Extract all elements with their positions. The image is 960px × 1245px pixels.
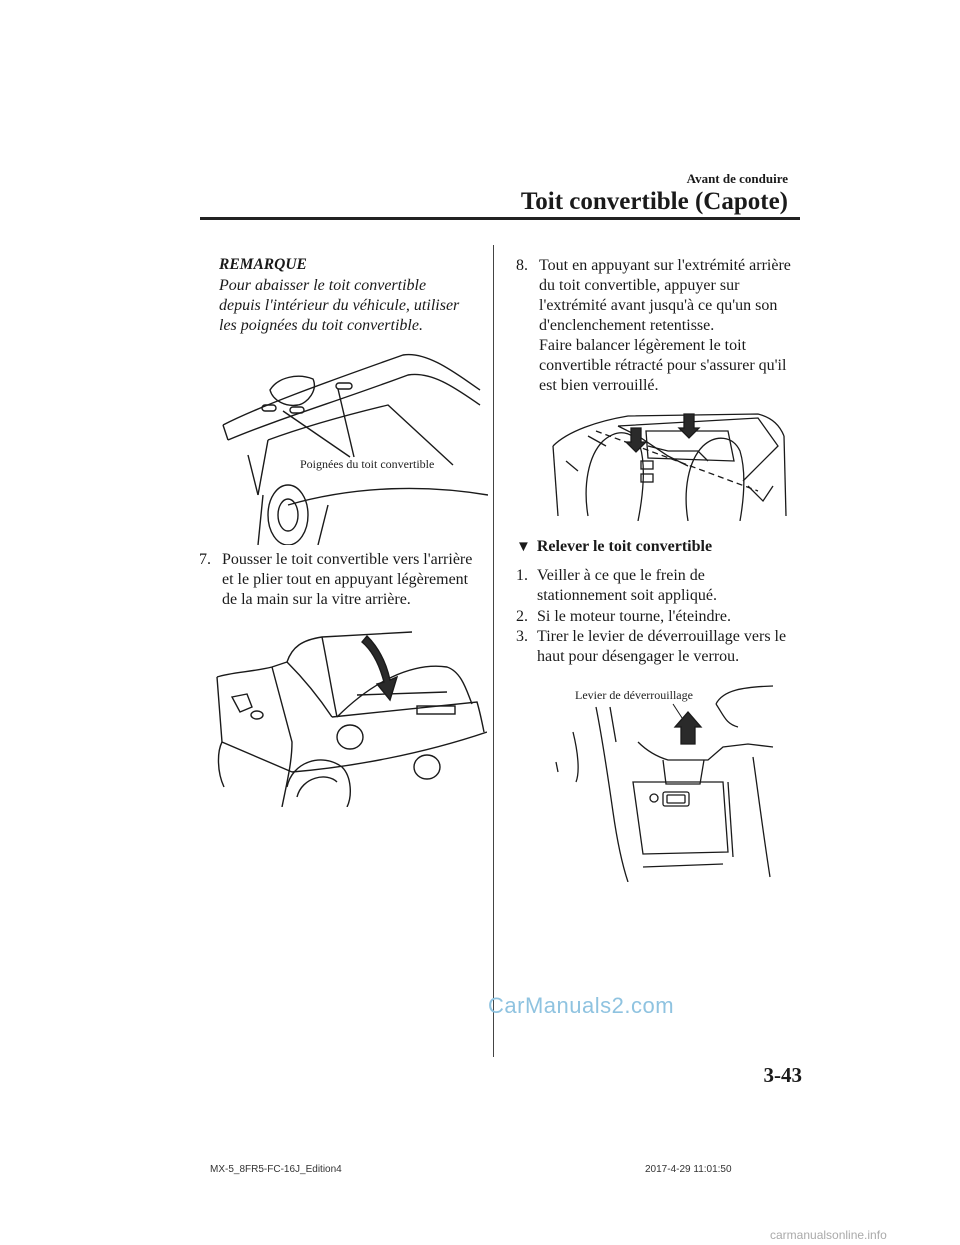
step-number: 8. [516, 257, 528, 274]
step-number: 2. [516, 608, 528, 625]
step-line: Faire balancer légèrement le toit [539, 337, 747, 354]
step-line: convertible rétracté pour s'assurer qu'il [539, 357, 787, 374]
step-text [537, 566, 717, 606]
step-text [537, 607, 731, 627]
step-text [222, 550, 472, 610]
figure-label-lever: Levier de déverrouillage [575, 688, 693, 702]
site-logo: carmanualsonline.info [770, 1228, 887, 1242]
header-divider [200, 217, 800, 220]
step-line: Pousser le toit convertible vers l'arrière [222, 551, 473, 568]
step-line: est bien verrouillé. [539, 377, 659, 394]
step-line: d'enclenchement retentisse. [539, 317, 715, 334]
footer-edition: MX-5_8FR5-FC-16J_Edition4 [210, 1164, 342, 1175]
step-line: Si le moteur tourne, l'éteindre. [537, 608, 731, 625]
column-divider [493, 245, 494, 1057]
note-line: les poignées du toit convertible. [219, 317, 423, 334]
step-line: Tirer le levier de déverrouillage vers le [537, 628, 787, 645]
step-8 [516, 256, 801, 401]
watermark: CarManuals2.com [488, 993, 675, 1018]
triangle-bullet-icon: ▼ [516, 539, 531, 555]
step-7 [199, 550, 489, 615]
note-body [219, 276, 484, 336]
step-line: haut pour désengager le verrou. [537, 648, 740, 665]
section-label: Avant de conduire [686, 171, 788, 186]
step-number: 7. [199, 551, 211, 568]
step-line: l'extrémité avant jusqu'à ce qu'un son [539, 297, 778, 314]
figure-roof-locked [548, 406, 788, 521]
section-raise-heading [516, 538, 712, 556]
raise-step-1 [516, 566, 801, 606]
figure-roof-folding [212, 622, 487, 807]
page-number: 3-43 [763, 1063, 802, 1087]
step-text [537, 627, 786, 667]
step-text [539, 256, 791, 396]
step-line: du toit convertible, appuyer sur [539, 277, 740, 294]
section-raise-title: Relever le toit convertible [536, 538, 713, 555]
step-line: stationnement soit appliqué. [537, 587, 717, 604]
figure-release-lever [548, 682, 778, 882]
footer-timestamp: 2017-4-29 11:01:50 [645, 1164, 732, 1175]
step-line: Tout en appuyant sur l'extrémité arrière [539, 257, 791, 274]
raise-step-2 [516, 607, 801, 627]
raise-step-3 [516, 627, 801, 667]
page-title: Toit convertible (Capote) [520, 188, 788, 215]
step-number: 3. [516, 628, 528, 645]
figure-label-handles: Poignées du toit convertible [300, 457, 435, 471]
note-line: Pour abaisser le toit convertible [219, 277, 427, 294]
figure-roof-handles [218, 345, 488, 545]
step-number: 1. [516, 567, 528, 584]
step-line: Veiller à ce que le frein de [537, 567, 705, 584]
step-line: et le plier tout en appuyant légèrement [222, 571, 469, 588]
step-line: de la main sur la vitre arrière. [222, 591, 411, 608]
note-line: depuis l'intérieur du véhicule, utiliser [219, 297, 460, 314]
note-title: REMARQUE [219, 256, 307, 273]
